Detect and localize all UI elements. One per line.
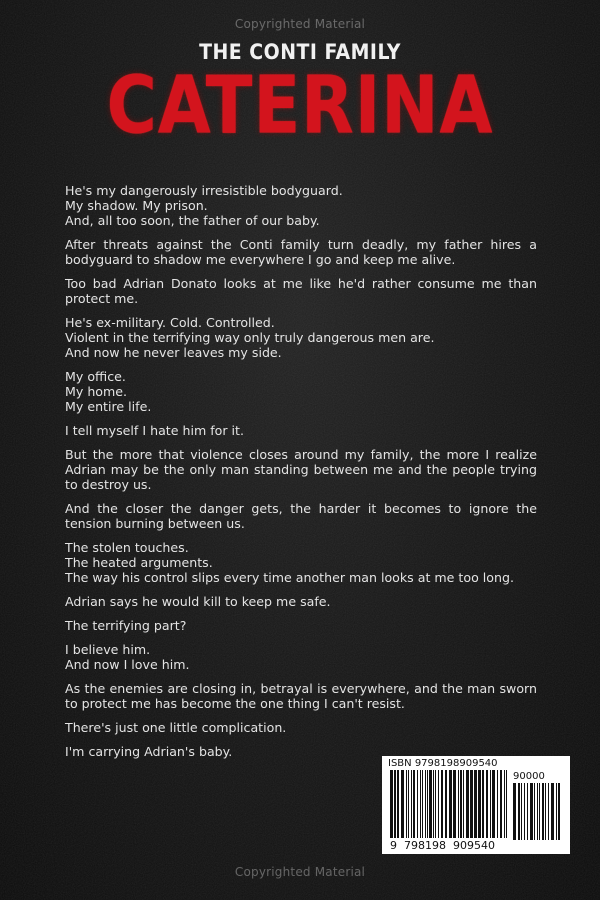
barcode-bar bbox=[427, 770, 428, 838]
barcode-bar bbox=[539, 783, 540, 840]
blurb-paragraph bbox=[65, 540, 537, 585]
barcode-bar bbox=[551, 783, 554, 840]
barcode-bar bbox=[518, 783, 520, 840]
blurb-line: The stolen touches. bbox=[65, 540, 189, 555]
book-title: CATERINA bbox=[106, 57, 494, 152]
barcode-bar bbox=[504, 770, 505, 838]
barcode-bar bbox=[542, 783, 544, 840]
blurb-line: He's ex-military. Cold. Controlled. bbox=[65, 315, 275, 330]
barcode-bar bbox=[466, 770, 469, 838]
barcode-bar bbox=[463, 770, 464, 838]
barcode-bar bbox=[545, 783, 546, 840]
blurb-line: My shadow. My prison. bbox=[65, 198, 208, 213]
barcode-bar bbox=[506, 770, 507, 838]
barcode-bar bbox=[411, 770, 412, 838]
barcode-bar bbox=[524, 783, 525, 840]
blurb-paragraph bbox=[65, 369, 537, 414]
blurb-paragraph bbox=[65, 183, 537, 228]
barcode-bar bbox=[422, 770, 423, 838]
barcode-bar bbox=[492, 770, 495, 838]
barcode-bar bbox=[413, 770, 415, 838]
barcode-bar bbox=[513, 783, 516, 840]
barcode-digits: 9 798198 909540 bbox=[390, 839, 495, 852]
series-title: THE CONTI FAMILY bbox=[199, 40, 401, 64]
barcode-bar bbox=[420, 770, 421, 838]
watermark-bottom: Copyrighted Material bbox=[234, 865, 366, 879]
watermark-top: Copyrighted Material bbox=[234, 17, 366, 31]
blurb-line: There's just one little complication. bbox=[65, 720, 287, 735]
isbn-label: ISBN 9798198909540 bbox=[388, 758, 498, 769]
barcode-bar bbox=[425, 770, 426, 838]
blurb-line: And the closer the danger gets, the harder it becomes to ignore the tension burning between us. bbox=[65, 501, 537, 531]
barcode-bar bbox=[548, 783, 549, 840]
barcode-bar bbox=[429, 770, 432, 838]
barcode-bar bbox=[408, 770, 409, 838]
barcode-bar bbox=[435, 770, 436, 838]
blurb-line: My office. bbox=[65, 369, 126, 384]
barcode-bar bbox=[394, 770, 396, 838]
blurb-line: And now I love him. bbox=[65, 657, 190, 672]
blurb-line: I'm carrying Adrian's baby. bbox=[65, 744, 233, 759]
barcode-bar bbox=[433, 770, 434, 838]
blurb-line: I tell myself I hate him for it. bbox=[65, 423, 244, 438]
barcode-bar bbox=[537, 783, 538, 840]
barcode-bar bbox=[445, 770, 447, 838]
blurb-paragraph bbox=[65, 447, 537, 492]
barcode-bar bbox=[497, 770, 498, 838]
barcode-bar bbox=[449, 770, 452, 838]
barcode-bar bbox=[521, 783, 522, 840]
barcode-bar bbox=[478, 770, 481, 838]
barcode-bar bbox=[441, 770, 443, 838]
blurb-line: After threats against the Conti family turn deadly, my father hires a bodyguard to shadow me everywhere I go and keep me alive. bbox=[65, 237, 537, 267]
barcode-bar bbox=[534, 783, 535, 840]
barcode-bar bbox=[486, 770, 488, 838]
blurb-line: I believe him. bbox=[65, 642, 151, 657]
price-code: 90000 bbox=[513, 771, 545, 782]
blurb-line: The way his control slips every time another man looks at me too long. bbox=[65, 570, 514, 585]
barcode-bar bbox=[474, 770, 477, 838]
barcode-bar bbox=[470, 770, 473, 838]
barcode-bar bbox=[453, 770, 456, 838]
barcode-bar bbox=[558, 783, 560, 840]
blurb-line: But the more that violence closes around my family, the more I realize Adrian may be the only man standing between me and the people trying to destroy us. bbox=[65, 447, 537, 492]
barcode-bar bbox=[527, 783, 528, 840]
barcode-bars bbox=[390, 770, 508, 838]
blurb-line: Violent in the terrifying way only truly dangerous men are. bbox=[65, 330, 435, 345]
blurb-line: As the enemies are closing in, betrayal is everywhere, and the man sworn to protect me has become the one thing I can't resist. bbox=[65, 681, 537, 711]
barcode-bar bbox=[438, 770, 439, 838]
blurb-line: The terrifying part? bbox=[65, 618, 187, 633]
blurb-paragraph bbox=[65, 618, 537, 633]
barcode-bar bbox=[458, 770, 459, 838]
barcode-bar bbox=[406, 770, 407, 838]
blurb-paragraph bbox=[65, 681, 537, 711]
blurb-paragraph bbox=[65, 642, 537, 672]
blurb-line: My entire life. bbox=[65, 399, 152, 414]
barcode-bar bbox=[417, 770, 418, 838]
blurb-paragraph bbox=[65, 315, 537, 360]
blurb-line: The heated arguments. bbox=[65, 555, 213, 570]
blurb-paragraph bbox=[65, 720, 537, 735]
blurb-paragraph bbox=[65, 501, 537, 531]
barcode-bar bbox=[530, 783, 533, 840]
blurb-paragraph bbox=[65, 423, 537, 438]
blurb-line: He's my dangerously irresistible bodyguard. bbox=[65, 183, 343, 198]
barcode-addon-bars bbox=[513, 783, 563, 840]
barcode-bar bbox=[390, 770, 393, 838]
blurb-line: Too bad Adrian Donato looks at me like he'd rather consume me than protect me. bbox=[65, 276, 537, 306]
barcode-bar bbox=[460, 770, 462, 838]
barcode-bar bbox=[397, 770, 399, 838]
blurb-line: My home. bbox=[65, 384, 128, 399]
blurb-line: And, all too soon, the father of our baby. bbox=[65, 213, 320, 228]
blurb-line: And now he never leaves my side. bbox=[65, 345, 282, 360]
barcode-bar bbox=[490, 770, 491, 838]
blurb-text bbox=[65, 183, 537, 768]
barcode-bar bbox=[500, 770, 502, 838]
blurb-line: Adrian says he would kill to keep me safe. bbox=[65, 594, 331, 609]
barcode-bar bbox=[482, 770, 484, 838]
blurb-paragraph bbox=[65, 594, 537, 609]
blurb-paragraph bbox=[65, 276, 537, 306]
isbn-barcode bbox=[382, 756, 570, 854]
blurb-paragraph bbox=[65, 237, 537, 267]
barcode-bar bbox=[401, 770, 404, 838]
barcode-bar bbox=[556, 783, 557, 840]
